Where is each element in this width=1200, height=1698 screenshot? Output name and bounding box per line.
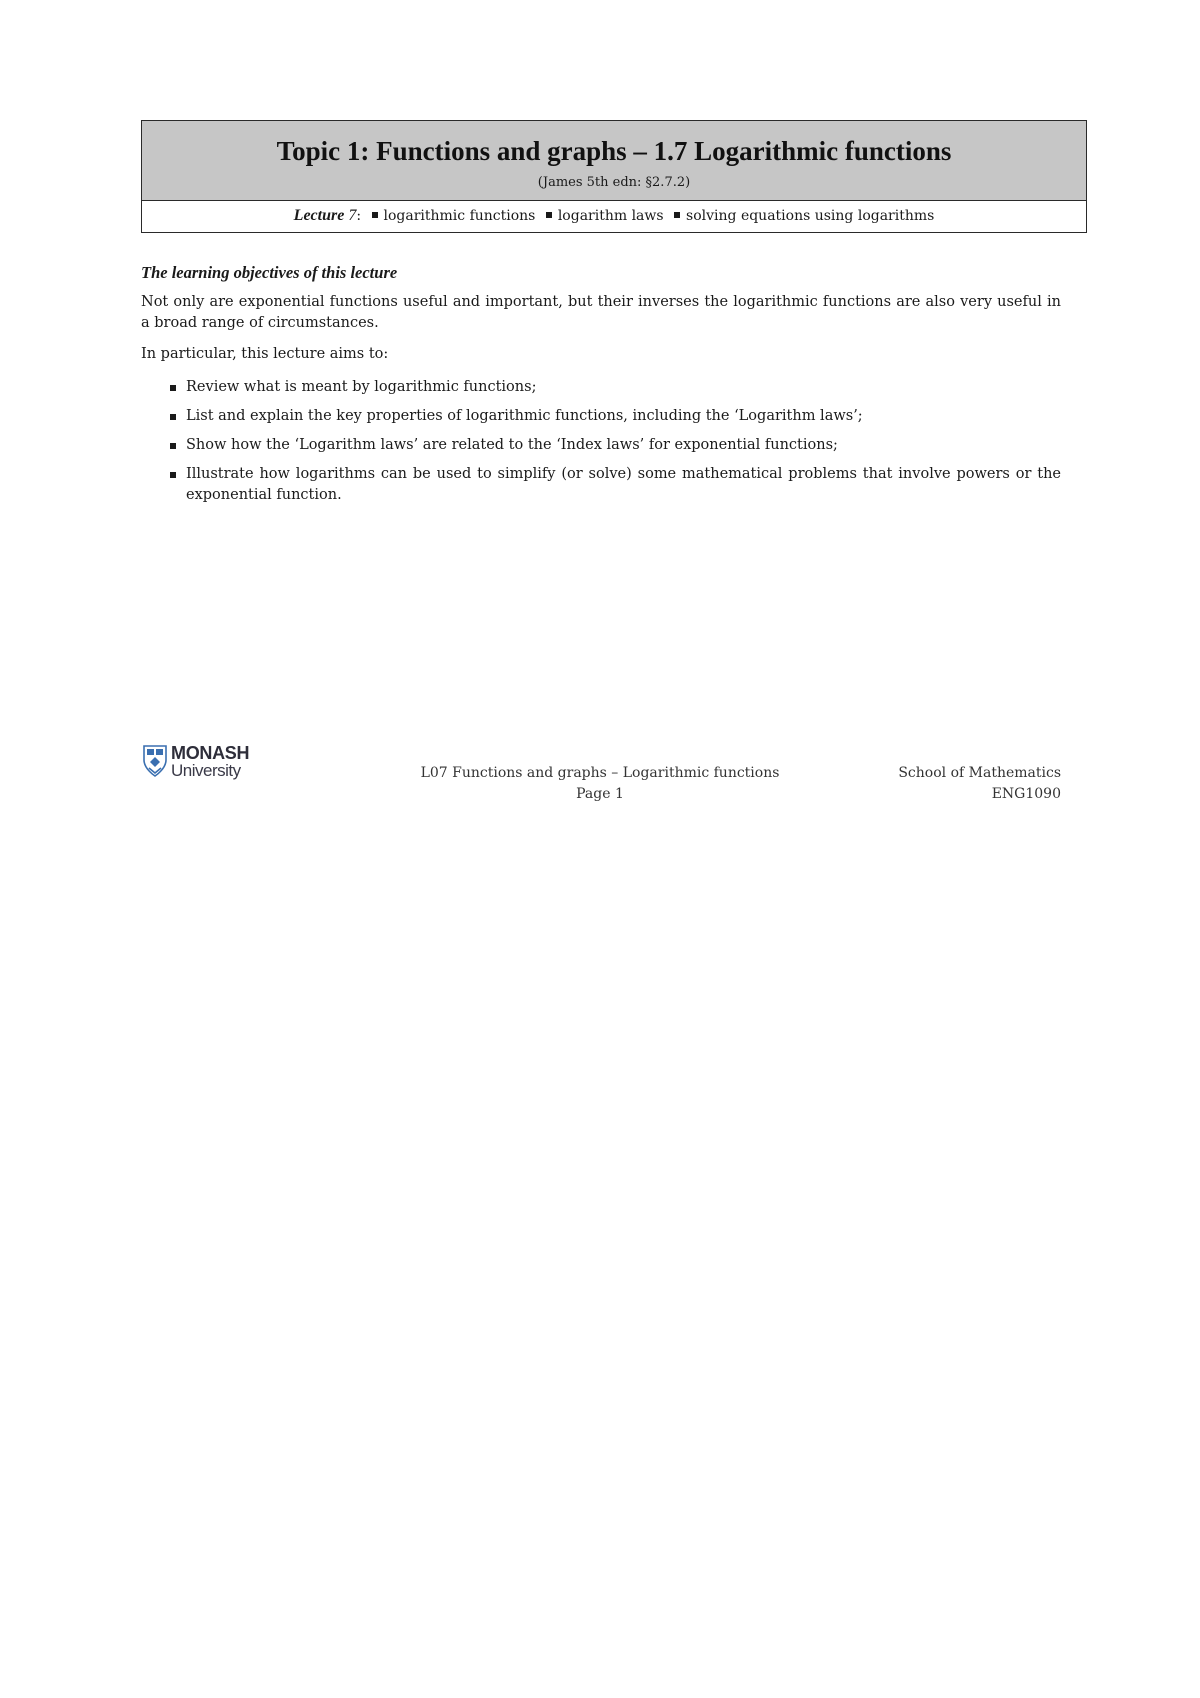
footer-school: School of Mathematics bbox=[898, 765, 1061, 781]
lecture-colon: : bbox=[356, 208, 362, 224]
footer-page-number: Page 1 bbox=[576, 786, 624, 802]
aims-lead-paragraph: In particular, this lecture aims to: bbox=[141, 346, 389, 362]
square-bullet-icon bbox=[674, 212, 680, 218]
objective-text: Review what is meant by logarithmic functions; bbox=[186, 379, 537, 395]
intro-paragraph: Not only are exponential functions useful and important, but their inverses the logarithmic functions are also very useful in a broad range of circumstances. bbox=[141, 294, 1061, 331]
footer-lecture-title: L07 Functions and graphs – Logarithmic functions bbox=[420, 765, 780, 781]
lecture-topic: logarithmic functions bbox=[383, 208, 536, 224]
square-bullet-icon bbox=[546, 212, 552, 218]
lecture-topic: logarithm laws bbox=[557, 208, 664, 224]
footer-right bbox=[820, 763, 1061, 805]
footer-center bbox=[380, 763, 820, 805]
objectives-heading: The learning objectives of this lecture bbox=[141, 263, 398, 282]
lecture-topics-bar bbox=[142, 201, 1086, 232]
objective-text: Illustrate how logarithms can be used to simplify (or solve) some mathematical problems that involve powers or the exponential function. bbox=[186, 466, 1061, 503]
logo-wordmark-line2: University bbox=[171, 761, 241, 780]
objectives-list bbox=[141, 377, 1061, 506]
monash-logo bbox=[143, 745, 273, 781]
header-title-band bbox=[142, 121, 1086, 201]
square-bullet-icon bbox=[170, 472, 176, 478]
lecture-label: Lecture bbox=[293, 207, 345, 224]
monash-shield-icon bbox=[143, 745, 167, 777]
lecture-number: 7 bbox=[344, 207, 357, 224]
lecture-header-box bbox=[141, 120, 1087, 233]
square-bullet-icon bbox=[372, 212, 378, 218]
textbook-reference: (James 5th edn: §2.7.2) bbox=[537, 175, 691, 190]
objective-text: Show how the ‘Logarithm laws’ are related to the ‘Index laws’ for exponential functions; bbox=[186, 437, 838, 453]
square-bullet-icon bbox=[170, 414, 176, 420]
square-bullet-icon bbox=[170, 385, 176, 391]
list-item bbox=[141, 435, 1061, 456]
lecture-topic: solving equations using logarithms bbox=[686, 208, 935, 224]
list-item bbox=[141, 406, 1061, 427]
lecture-content bbox=[141, 262, 1061, 514]
logo-wordmark-line1: MONASH bbox=[171, 743, 250, 763]
footer-unit-code: ENG1090 bbox=[991, 786, 1061, 802]
objective-text: List and explain the key properties of logarithmic functions, including the ‘Logarithm laws’; bbox=[186, 408, 863, 424]
list-item bbox=[141, 464, 1061, 506]
square-bullet-icon bbox=[170, 443, 176, 449]
page-title: Topic 1: Functions and graphs – 1.7 Logarithmic functions bbox=[276, 136, 952, 166]
list-item bbox=[141, 377, 1061, 398]
